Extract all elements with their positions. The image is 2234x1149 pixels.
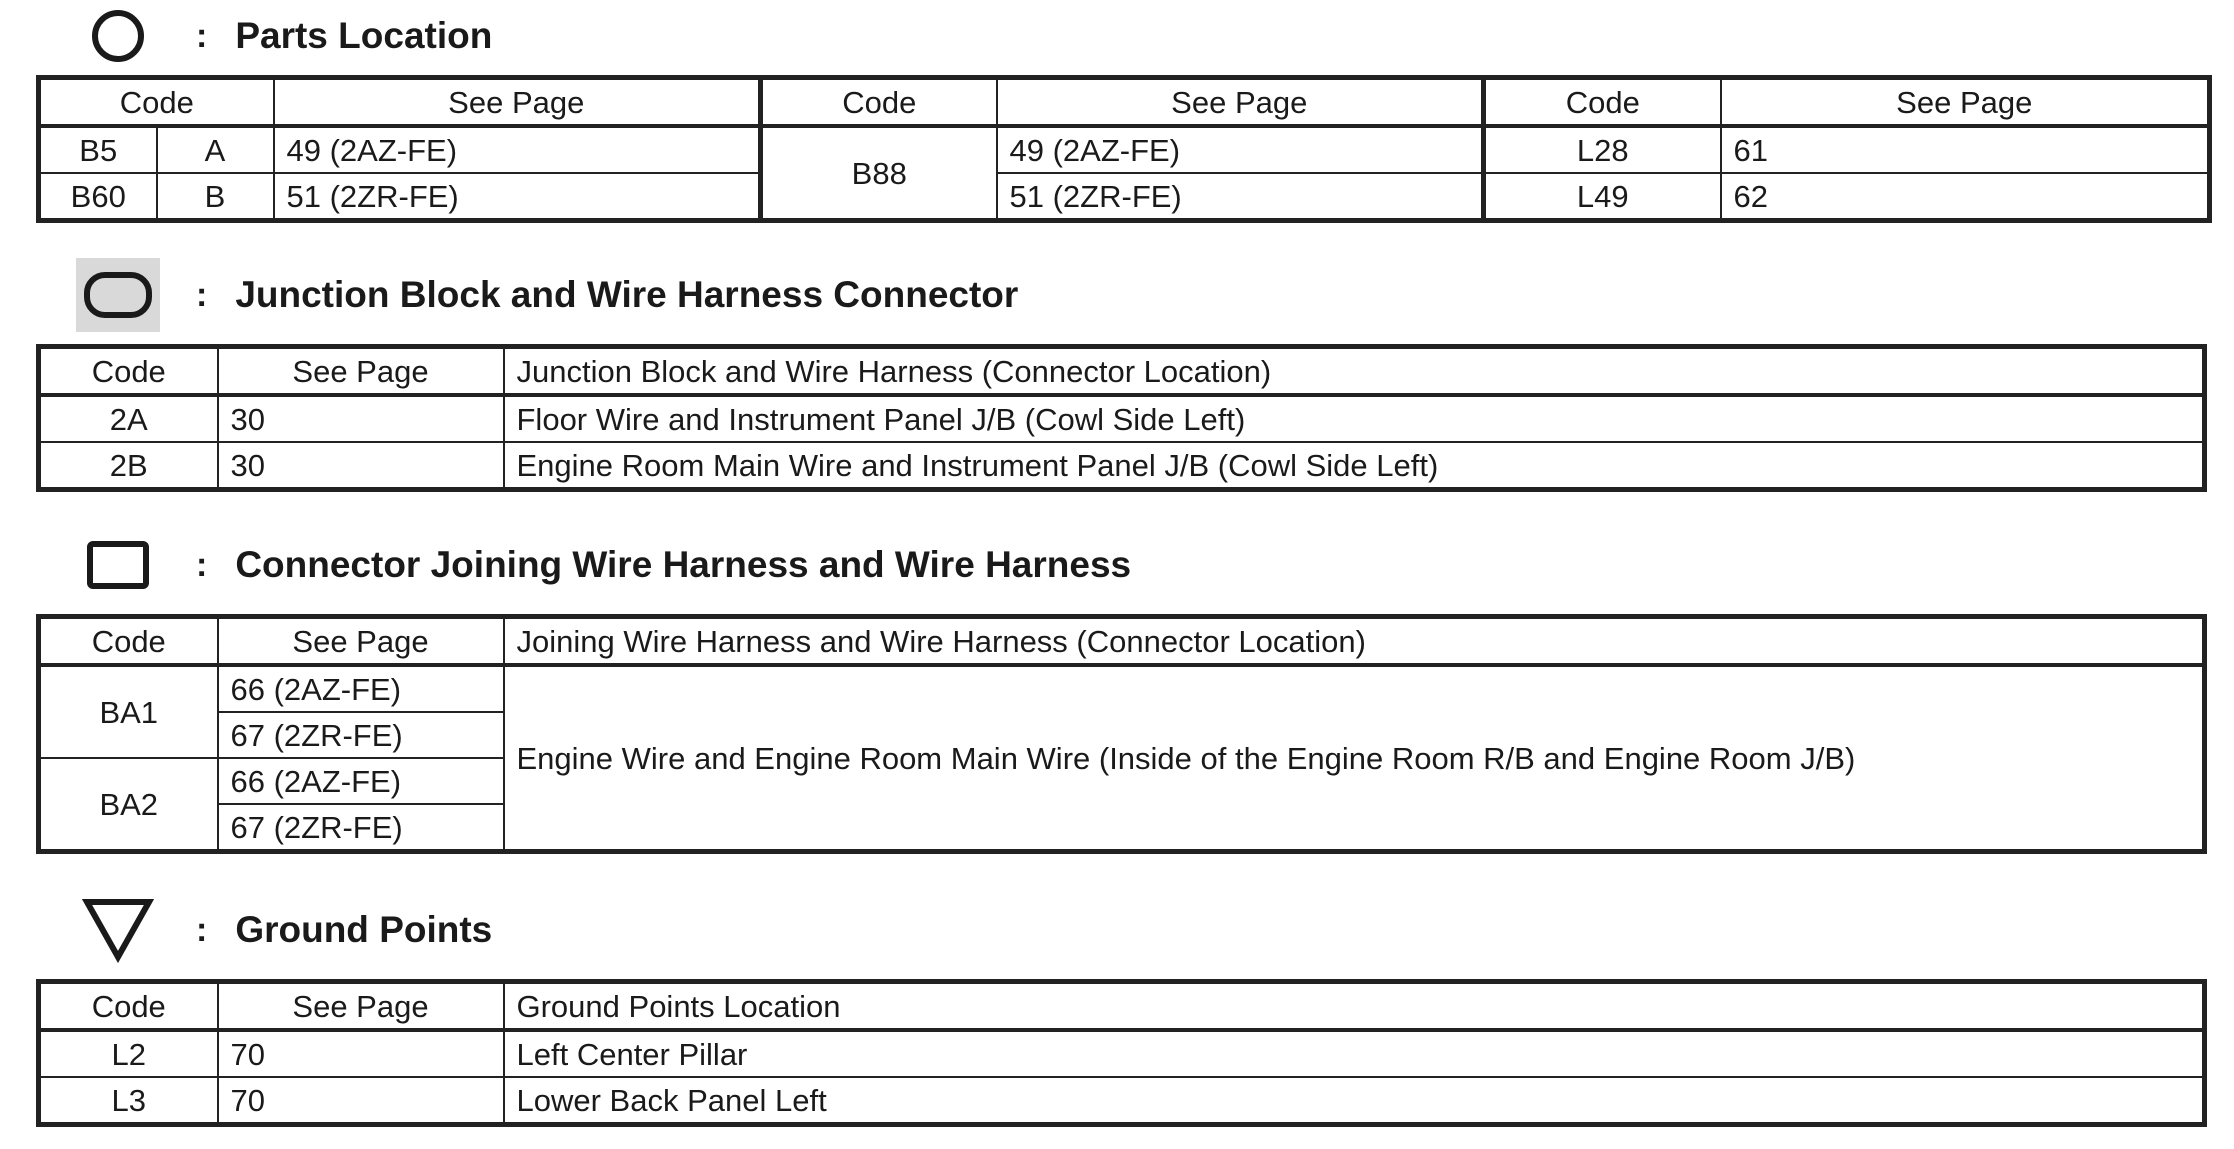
heading-colon: :	[196, 910, 208, 949]
sub-code-cell: B	[157, 173, 274, 221]
page-cell: 66 (2AZ-FE)	[218, 665, 504, 712]
heading-colon: :	[196, 275, 208, 314]
code-cell: L28	[1484, 126, 1721, 173]
code-cell: BA1	[39, 665, 218, 758]
parts-location-table	[36, 75, 2212, 223]
header-see-page: See Page	[274, 78, 761, 127]
table-row	[39, 395, 2205, 442]
ground-points-table	[36, 979, 2207, 1127]
header-code: Code	[39, 347, 218, 396]
code-cell: 2A	[39, 395, 218, 442]
page-cell: 30	[218, 442, 504, 490]
description-cell: Floor Wire and Instrument Panel J/B (Cowl Side Left)	[504, 395, 2205, 442]
section-title: Junction Block and Wire Harness Connector	[235, 274, 1019, 315]
section-title: Connector Joining Wire Harness and Wire Harness	[235, 544, 1132, 585]
header-code: Code	[39, 78, 274, 127]
page-cell: 70	[218, 1077, 504, 1125]
table-row	[39, 665, 2205, 712]
connector-joining-heading	[70, 525, 1131, 605]
page-cell: 67 (2ZR-FE)	[218, 712, 504, 758]
header-see-page: See Page	[997, 78, 1484, 127]
circle-icon	[70, 0, 166, 76]
section-title: Ground Points	[235, 909, 493, 950]
parts-location-heading	[70, 0, 492, 76]
section-title: Parts Location	[235, 15, 493, 56]
page-cell: 30	[218, 395, 504, 442]
table-row	[39, 442, 2205, 490]
page-cell: 67 (2ZR-FE)	[218, 804, 504, 852]
table-row	[39, 173, 2210, 221]
table-header-row	[39, 78, 2210, 127]
code-cell: BA2	[39, 758, 218, 852]
table-row	[39, 1030, 2205, 1077]
page-cell: 51 (2ZR-FE)	[997, 173, 1484, 221]
header-see-page: See Page	[218, 982, 504, 1031]
page-cell: 51 (2ZR-FE)	[274, 173, 761, 221]
rounded-rect-icon	[70, 255, 166, 335]
ground-points-heading	[70, 890, 492, 970]
page-cell: 49 (2AZ-FE)	[997, 126, 1484, 173]
code-cell: L3	[39, 1077, 218, 1125]
header-code: Code	[39, 982, 218, 1031]
table-row	[39, 1077, 2205, 1125]
junction-block-heading	[70, 255, 1018, 335]
header-code: Code	[1484, 78, 1721, 127]
header-see-page: See Page	[218, 617, 504, 666]
description-cell: Engine Wire and Engine Room Main Wire (Inside of the Engine Room R/B and Engine Room J/B)	[504, 665, 2205, 852]
heading-colon: :	[196, 545, 208, 584]
header-description: Ground Points Location	[504, 982, 2205, 1031]
table-header-row	[39, 617, 2205, 666]
header-see-page: See Page	[1721, 78, 2210, 127]
page-cell: 61	[1721, 126, 2210, 173]
junction-block-table	[36, 344, 2207, 492]
heading-colon: :	[196, 16, 208, 55]
page-cell: 62	[1721, 173, 2210, 221]
page-cell: 70	[218, 1030, 504, 1077]
code-cell: B5	[39, 126, 157, 173]
page-cell: 66 (2AZ-FE)	[218, 758, 504, 804]
table-header-row	[39, 347, 2205, 396]
table-row	[39, 126, 2210, 173]
header-code: Code	[761, 78, 997, 127]
rectangle-icon	[70, 525, 166, 605]
description-cell: Left Center Pillar	[504, 1030, 2205, 1077]
code-cell: 2B	[39, 442, 218, 490]
header-description: Joining Wire Harness and Wire Harness (Connector Location)	[504, 617, 2205, 666]
header-description: Junction Block and Wire Harness (Connector Location)	[504, 347, 2205, 396]
code-cell: B88	[761, 126, 997, 221]
table-header-row	[39, 982, 2205, 1031]
header-see-page: See Page	[218, 347, 504, 396]
code-cell: B60	[39, 173, 157, 221]
description-cell: Lower Back Panel Left	[504, 1077, 2205, 1125]
code-cell: L2	[39, 1030, 218, 1077]
description-cell: Engine Room Main Wire and Instrument Panel J/B (Cowl Side Left)	[504, 442, 2205, 490]
sub-code-cell: A	[157, 126, 274, 173]
connector-joining-table	[36, 614, 2207, 854]
header-code: Code	[39, 617, 218, 666]
page-cell: 49 (2AZ-FE)	[274, 126, 761, 173]
triangle-down-icon	[70, 890, 166, 970]
code-cell: L49	[1484, 173, 1721, 221]
